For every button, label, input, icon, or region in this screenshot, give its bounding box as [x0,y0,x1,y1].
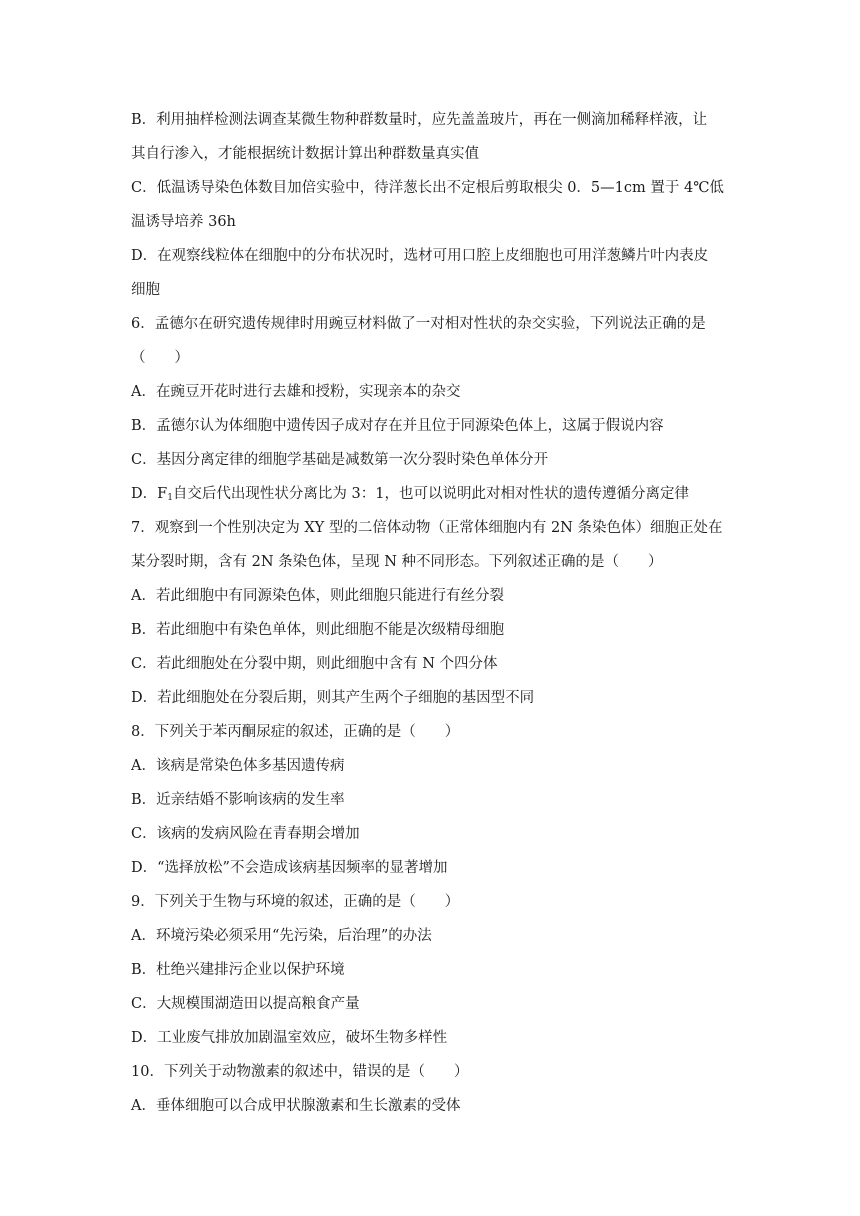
question-6-option-c: C．基因分离定律的细胞学基础是减数第一次分裂时染色单体分开 [131,452,549,468]
question-8-stem: 8．下列关于苯丙酮尿症的叙述，正确的是（ ） [131,724,460,740]
question-5-option-d-line-2: 细胞 [131,282,160,298]
question-8-option-d: D．“选择放松”不会造成该病基因频率的显著增加 [131,860,448,876]
question-6-option-a: A．在豌豆开花时进行去雄和授粉，实现亲本的杂交 [131,384,461,400]
question-6-option-b: B．孟德尔认为体细胞中遗传因子成对存在并且位于同源染色体上，这属于假说内容 [131,418,664,434]
question-8-option-a: A．该病是常染色体多基因遗传病 [131,758,345,774]
question-6-stem-line-2: （ ） [131,350,189,366]
question-7-stem-line-1: 7．观察到一个性别决定为 XY 型的二倍体动物（正常体细胞内有 2N 条染色体）细胞正处在 [131,520,723,536]
question-7-option-c: C．若此细胞处在分裂中期，则此细胞中含有 N 个四分体 [131,656,498,672]
question-7-option-a: A．若此细胞中有同源染色体，则此细胞只能进行有丝分裂 [131,588,504,604]
question-8-option-c: C．该病的发病风险在青春期会增加 [131,826,360,842]
question-6-option-d [131,485,731,507]
question-9-stem: 9．下列关于生物与环境的叙述，正确的是（ ） [131,894,460,910]
question-10-option-a: A．垂体细胞可以合成甲状腺激素和生长激素的受体 [131,1098,461,1114]
option-d-prefix: D．F [131,486,168,502]
option-d-text: 自交后代出现性状分离比为 3：1，也可以说明此对相对性状的遗传遵循分离定律 [172,486,689,502]
question-5-option-c-line-1: C．低温诱导染色体数目加倍实验中，待洋葱长出不定根后剪取根尖 0．5—1cm 置于 4℃低 [131,180,724,196]
question-9-option-c: C．大规模围湖造田以提高粮食产量 [131,996,360,1012]
f1-subscript: 1 [167,493,173,503]
question-9-option-b: B．杜绝兴建排污企业以保护环境 [131,962,345,978]
question-9-option-d: D．工业废气排放加剧温室效应，破坏生物多样性 [131,1030,448,1046]
question-9-option-a: A．环境污染必须采用“先污染，后治理”的办法 [131,928,432,944]
question-7-option-b: B．若此细胞中有染色单体，则此细胞不能是次级精母细胞 [131,622,505,638]
question-8-option-b: B．近亲结婚不影响该病的发生率 [131,792,345,808]
question-6-stem-line-1: 6．孟德尔在研究遗传规律时用豌豆材料做了一对相对性状的杂交实验，下列说法正确的是 [131,316,706,332]
question-10-stem: 10．下列关于动物激素的叙述中，错误的是（ ） [131,1064,469,1080]
question-5-option-c-line-2: 温诱导培养 36h [131,214,236,230]
question-7-option-d: D．若此细胞处在分裂后期，则其产生两个子细胞的基因型不同 [131,690,535,706]
question-5-option-d-line-1: D．在观察线粒体在细胞中的分布状况时，选材可用口腔上皮细胞也可用洋葱鳞片叶内表皮 [131,248,709,264]
question-5-option-b-line-2: 其自行渗入，才能根据统计数据计算出种群数量真实值 [131,146,479,162]
question-7-stem-line-2: 某分裂时期，含有 2N 条染色体，呈现 N 种不同形态。下列叙述正确的是（ ） [131,554,663,570]
question-5-option-b-line-1: B．利用抽样检测法调查某微生物种群数量时，应先盖盖玻片，再在一侧滴加稀释样液，让 [131,112,708,128]
